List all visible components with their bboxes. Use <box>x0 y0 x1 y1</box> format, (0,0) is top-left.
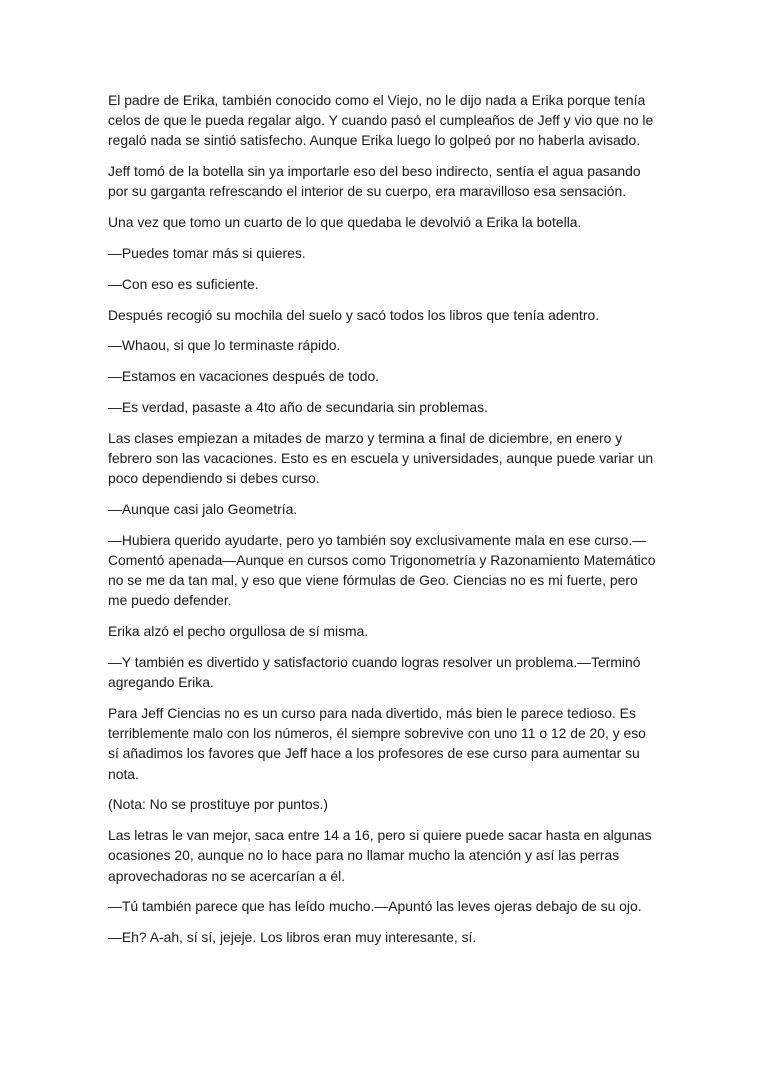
dialogue-line: —Tú también parece que has leído mucho.—Apuntó las leves ojeras debajo de su ojo. <box>108 898 642 915</box>
paragraph: Para Jeff Ciencias no es un curso para nada divertido, más bien le parece tedioso. Es terriblemente malo con los números, él siempre sobrevive con uno 11 o 12 de 20, y eso sí añadimos los favores que Jeff hace a los profesores de ese curso para aumentar su nota. <box>108 704 646 782</box>
dialogue-line: —Puedes tomar más si quieres. <box>108 245 306 261</box>
document-page <box>108 90 658 958</box>
paragraph: Después recogió su mochila del suelo y sacó todos los libros que tenía adentro. <box>108 306 600 323</box>
dialogue-line: —Estamos en vacaciones después de todo. <box>108 368 380 385</box>
paragraph: Las clases empiezan a mitades de marzo y termina a final de diciembre, en enero y febrero son las vacaciones. Esto es en escuela y universidades, aunque puede variar un poco dependiendo si debes curso. <box>108 429 654 487</box>
dialogue-line: —Aunque casi jalo Geometría. <box>108 500 298 517</box>
dialogue-line: —Hubiera querido ayudarte, pero yo también soy exclusivamente mala en ese curso.—Comentó apenada—Aunque en cursos como Trigonometría y Razonamiento Matemático no se me da tan mal, y eso que viene fórmulas de Geo. Ciencias no es mi fuerte, pero me puedo defender. <box>108 531 656 609</box>
dialogue-line: —Es verdad, pasaste a 4to año de secundaria sin problemas. <box>108 398 488 415</box>
paragraph: Una vez que tomo un cuarto de lo que quedaba le devolvió a Erika la botella. <box>108 214 582 231</box>
paragraph: El padre de Erika, también conocido como el Viejo, no le dijo nada a Erika porque tenía celos de que le pueda regalar algo. Y cuando pasó el cumpleaños de Jeff y vio que no le regaló nada se sintió satisfecho. Aunque Erika luego lo golpeó por no haberla avisado. <box>108 92 654 149</box>
dialogue-line: —Y también es divertido y satisfactorio cuando logras resolver un problema.—Terminó agregando Erika. <box>108 653 641 691</box>
paragraph: Jeff tomó de la botella sin ya importarle eso del beso indirecto, sentía el agua pasando por su garganta refrescando el interior de su cuerpo, era maravilloso esa sensación. <box>108 163 641 200</box>
paragraph: Erika alzó el pecho orgullosa de sí misma. <box>108 623 369 640</box>
paragraph: Las letras le van mejor, saca entre 14 a 16, pero si quiere puede sacar hasta en algunas ocasiones 20, aunque no lo hace para no llamar mucho la atención y así las perras aprovechadoras no se acercarían a él. <box>108 827 652 884</box>
dialogue-line: —Whaou, si que lo terminaste rápido. <box>108 337 341 354</box>
dialogue-line: —Con eso es suficiente. <box>108 275 259 292</box>
dialogue-line: —Eh? A-ah, sí sí, jejeje. Los libros eran muy interesante, sí. <box>108 929 477 946</box>
note: (Nota: No se prostituye por puntos.) <box>108 796 329 813</box>
